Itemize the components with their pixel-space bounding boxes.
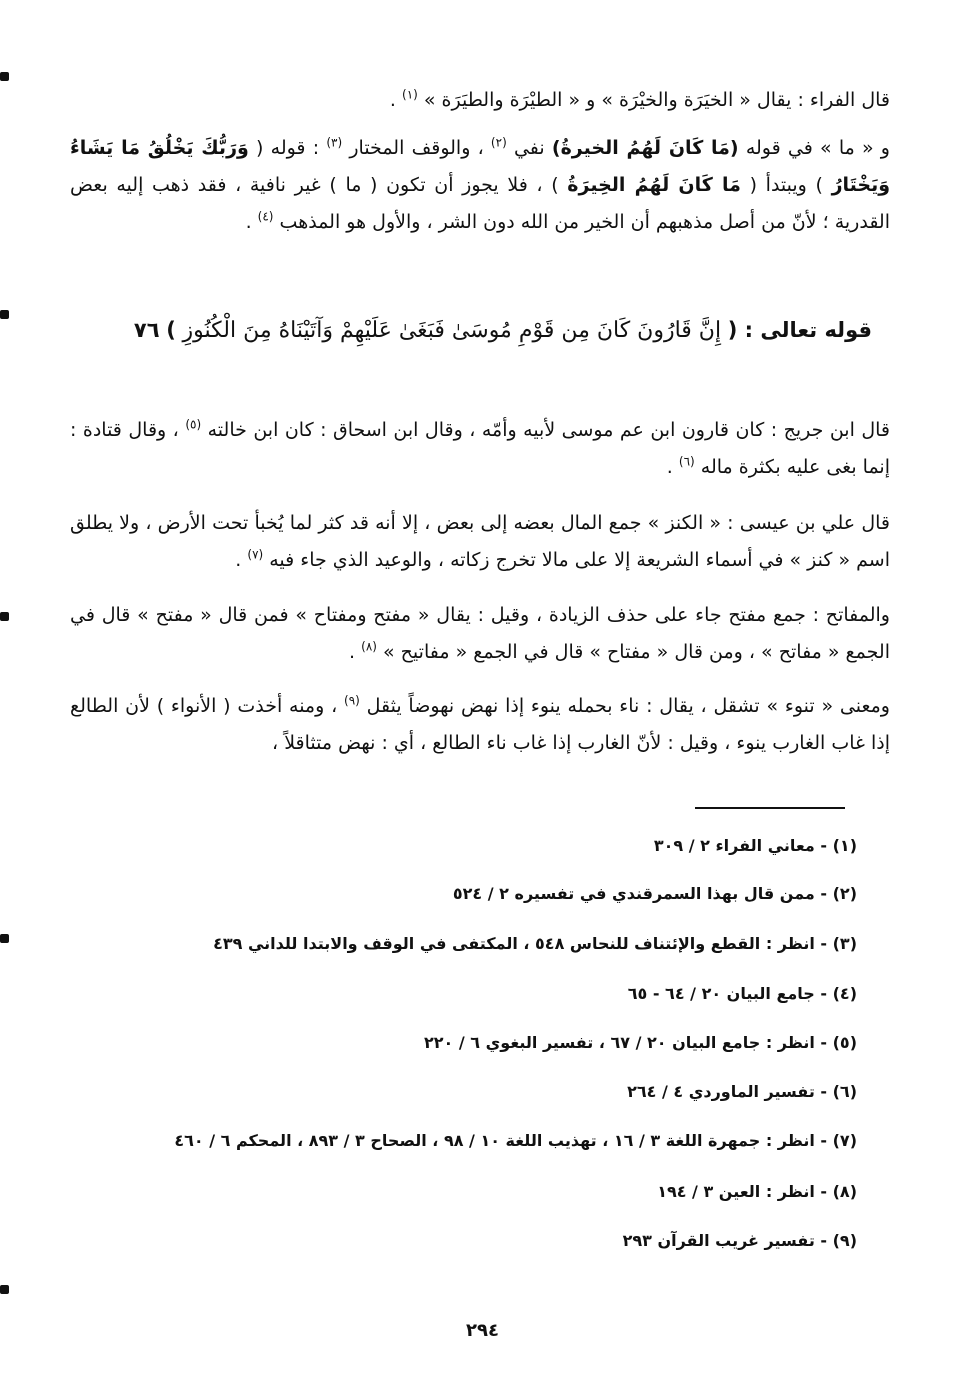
footnote: (٤) - جامع البيان ٢٠ / ٦٤ - ٦٥: [627, 984, 857, 1003]
footnote: (٥) - انظر : جامع البيان ٢٠ / ٦٧ ، تفسير البغوي ٦ / ٢٢٠: [424, 1033, 857, 1052]
verse-text: إِنَّ قَارُونَ كَانَ مِن قَوْمِ مُوسَىٰ فَبَغَىٰ عَلَيْهِمْ وَآتَيْنَاهُ مِنَ الْكُنُوزِ: [182, 318, 722, 343]
paragraph-kanz: قال علي بن عيسى : « الكنز » جمع المال بعضه إلى بعض ، إلا أنه قد كثر لما يُخبأ تحت الأرض ، ولا يطلق اسم « كنز » في أسماء الشريعة إلا على مالا تخرج زكاته ، والوعيد الذي جاء فيه $^{(٧)}$ .: [70, 512, 890, 571]
paragraph-mafatih: والمفاتح : جمع مفتح جاء على حذف الزيادة ، وقيل : يقال « مفتح ومفتاح » فمن قال « مفتح » قال في الجمع « مفاتح » ، ومن قال « مفتاح » قال في الجمع « مفاتيح » $^{(٨)}$ .: [70, 604, 890, 663]
verse-heading: قوله تعالى : ( إِنَّ قَارُونَ كَانَ مِن قَوْمِ مُوسَىٰ فَبَغَىٰ عَلَيْهِمْ وَآتَيْنَاهُ مِنَ الْكُنُوزِ ) ٧٦: [133, 318, 872, 343]
page-number: ٢٩٤: [466, 1320, 499, 1341]
binding-mark: [0, 310, 9, 319]
footnote: (٢) - ممن قال بهذا السمرقندي في تفسيره ٢ / ٥٢٤: [452, 884, 857, 903]
binding-mark: [0, 72, 9, 81]
paragraph-tanu: ومعنى « تنوء » تشقل ، يقال : ناء بحمله ينوء إذا نهض نهوضاً يثقل $^{(٩)}$ ، ومنه أخذت ( الأنواء ) لأن الطالع إذا غاب الغارب ينوء ، وقيل : لأنّ الغارب إذا غاب ناء الطالع ، أي : نهض متثاقلاً ،: [70, 693, 890, 754]
footnote: (١) - معاني الفراء ٢ / ٣٠٩: [653, 836, 857, 855]
quran-quote: مَا كَانَ لَهُمُ الخِيرَةُ: [567, 174, 741, 196]
footnote: (٣) - انظر : القطع والإئتناف للنحاس ٥٤٨ ، المكتفى في الوقف والابتدا للداني ٤٣٩: [213, 934, 857, 953]
paragraph-qarun: قال ابن جريج : كان قارون ابن عم موسى لأبيه وأمّه ، وقال ابن اسحاق : كان ابن خالته $^{(٥)}$ ، وقال قتادة : إنما بغى عليه بكثرة ماله $^{(٦)}$ .: [70, 417, 891, 478]
binding-mark: [0, 934, 9, 943]
footnote: (٩) - تفسير غريب القرآن ٢٩٣: [622, 1231, 857, 1250]
quran-quote: (مَا كَانَ لَهُمُ الخيرةُ): [551, 137, 739, 159]
footnote: (٧) - انظر : جمهرة اللغة ٣ / ١٦ ، تهذيب اللغة ١٠ / ٩٨ ، الصحاح ٣ / ٨٩٣ ، المحكم ٦ / ٤٦٠: [174, 1131, 857, 1150]
footnote-divider: [695, 807, 845, 809]
quran-quote: وَرَبُّكَ يَخْلُقُ مَا يَشَاءُ وَيَخْتَارُ: [70, 137, 891, 196]
footnote: (٨) - انظر : العين ٣ / ١٩٤: [657, 1182, 857, 1201]
binding-mark: [0, 612, 9, 621]
paragraph-ma-negation: و « ما » في قوله (مَا كَانَ لَهُمُ الخيرةُ) نفي $^{(٢)}$ ، والوقف المختار $^{(٣)}$ : قوله ( وَرَبُّكَ يَخْلُقُ مَا يَشَاءُ وَيَخْتَارُ ) ويبتدأ ( مَا كَانَ لَهُمُ الخِيرَةُ ) ، فلا يجوز أن تكون ( ما ) غير نافية ، فقد ذهب إليه بعض القدرية ؛ لأنّ من أصل مذهبهم أن الخير من الله دون الشر ، والأول هو المذهب $^{(٤)}$ .: [70, 135, 891, 233]
binding-mark: [0, 1285, 9, 1294]
verse-number: ٧٦: [133, 318, 160, 342]
footnote: (٦) - تفسير الماوردي ٤ / ٢٦٤: [627, 1082, 857, 1101]
paragraph-farra: قال الفراء : يقال « الخيَرَة والخيْرَة » و « الطيْرَة والطيَرَة » $^{(١)}$ .: [389, 87, 890, 111]
